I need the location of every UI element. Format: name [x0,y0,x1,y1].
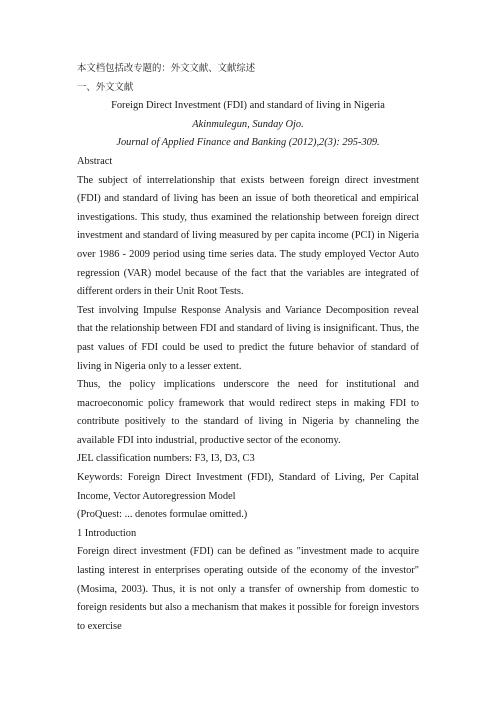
abstract-heading: Abstract [77,155,113,167]
abstract-paragraph-1: The subject of interrelationship that exists between foreign direct investment (FDI) and standard of living has been an issue of both theoretical and empirical investigations. This study, thus examined the relationship between foreign direct investment and standard of living measured by per capita income (PCI) in Nigeria over 1986 - 2009 period using time series data. The study employed Vector Auto regression (VAR) model because of the fact that the variables are integrated of different orders in their Unit Root Tests. [77,174,419,298]
introduction-paragraph-1: Foreign direct investment (FDI) can be defined as "investment made to acquire lasting interest in enterprises operating outside of the economy of the investor" (Mosima, 2003). Thus, it is not only a transfer of ownership from domestic to foreign residents but also a mechanism that makes it possible for foreign investors to exercise [77,546,419,632]
article-journal: Journal of Applied Finance and Banking (2012),2(3): 295-309. [116,137,380,149]
abstract-paragraph-2: Test involving Impulse Response Analysis and Variance Decomposition reveal that the relationship between FDI and standard of living is insignificant. Thus, the past values of FDI could be used to predict the future behavior of standard of living in Nigeria only to a lesser extent. [77,304,419,372]
proquest-note: (ProQuest: ... denotes formulae omitted.) [77,509,248,521]
keywords: Keywords: Foreign Direct Investment (FDI), Standard of Living, Per Capital Income, Vector Autoregression Model [77,472,419,502]
intro-note: 本文档包括改专题的：外文文献、文献综述 [77,63,256,74]
article-author: Akinmulegun, Sunday Ojo. [192,118,304,130]
section-label: 一、外文文献 [77,81,134,93]
jel-classification: JEL classification numbers: F3, I3, D3, C3 [77,453,255,465]
document-body [77,60,419,636]
introduction-heading: 1 Introduction [77,527,137,539]
article-title: Foreign Direct Investment (FDI) and standard of living in Nigeria [111,100,385,112]
abstract-paragraph-3: Thus, the policy implications underscore the need for institutional and macroeconomic policy framework that would redirect steps in making FDI to contribute positively to the standard of living in Nigeria by channeling the available FDI into industrial, productive sector of the economy. [77,379,419,446]
